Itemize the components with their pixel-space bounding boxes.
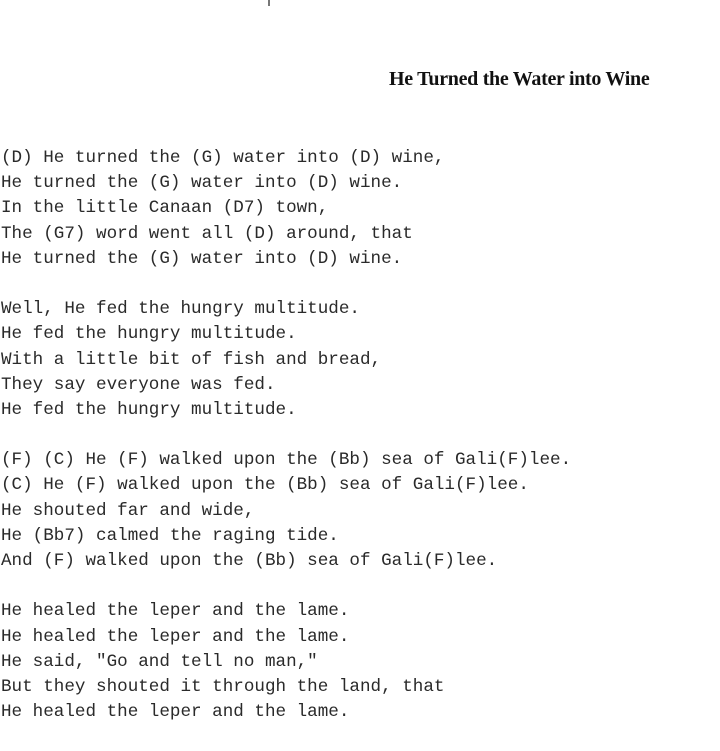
lyric-line: He turned the (G) water into (D) wine. bbox=[1, 173, 403, 194]
lyric-line: And (F) walked upon the (Bb) sea of Gali(F)lee. bbox=[1, 551, 498, 571]
lyric-line: They say everyone was fed. bbox=[1, 374, 276, 395]
lyric-line: The (G7) word went all (D) around, that bbox=[1, 223, 413, 244]
verse-1 bbox=[1, 146, 571, 272]
lyric-line: He fed the hungry multitude. bbox=[1, 324, 297, 345]
lyric-line: He said, "Go and tell no man," bbox=[1, 651, 318, 672]
lyric-line: In the little Canaan (D7) town, bbox=[1, 198, 329, 219]
lyric-line: Well, He fed the hungry multitude. bbox=[1, 299, 360, 320]
lyric-line: He healed the leper and the lame. bbox=[1, 626, 350, 647]
page-edge-mark bbox=[268, 0, 270, 6]
lyric-line: (F) (C) He (F) walked upon the (Bb) sea of Gali(F)lee. bbox=[1, 450, 572, 471]
lyric-line: (D) He turned the (G) water into (D) wine, bbox=[1, 148, 445, 168]
lyric-line: With a little bit of fish and bread, bbox=[1, 349, 382, 370]
lyric-line: He shouted far and wide, bbox=[1, 500, 255, 521]
verse-4 bbox=[1, 599, 571, 725]
verse-2 bbox=[1, 297, 571, 423]
lyric-line: (C) He (F) walked upon the (Bb) sea of Gali(F)lee. bbox=[1, 475, 529, 496]
song-title: He Turned the Water into Wine bbox=[389, 68, 650, 90]
lyric-line: He fed the hungry multitude. bbox=[1, 399, 297, 420]
lyric-line: He healed the leper and the lame. bbox=[1, 601, 350, 622]
lyrics-body bbox=[1, 146, 571, 751]
lyric-line: He turned the (G) water into (D) wine. bbox=[1, 248, 403, 269]
lyric-line: He healed the leper and the lame. bbox=[1, 702, 350, 723]
lyric-line: He (Bb7) calmed the raging tide. bbox=[1, 525, 339, 546]
verse-3 bbox=[1, 448, 571, 574]
lyric-line: But they shouted it through the land, that bbox=[1, 676, 445, 697]
